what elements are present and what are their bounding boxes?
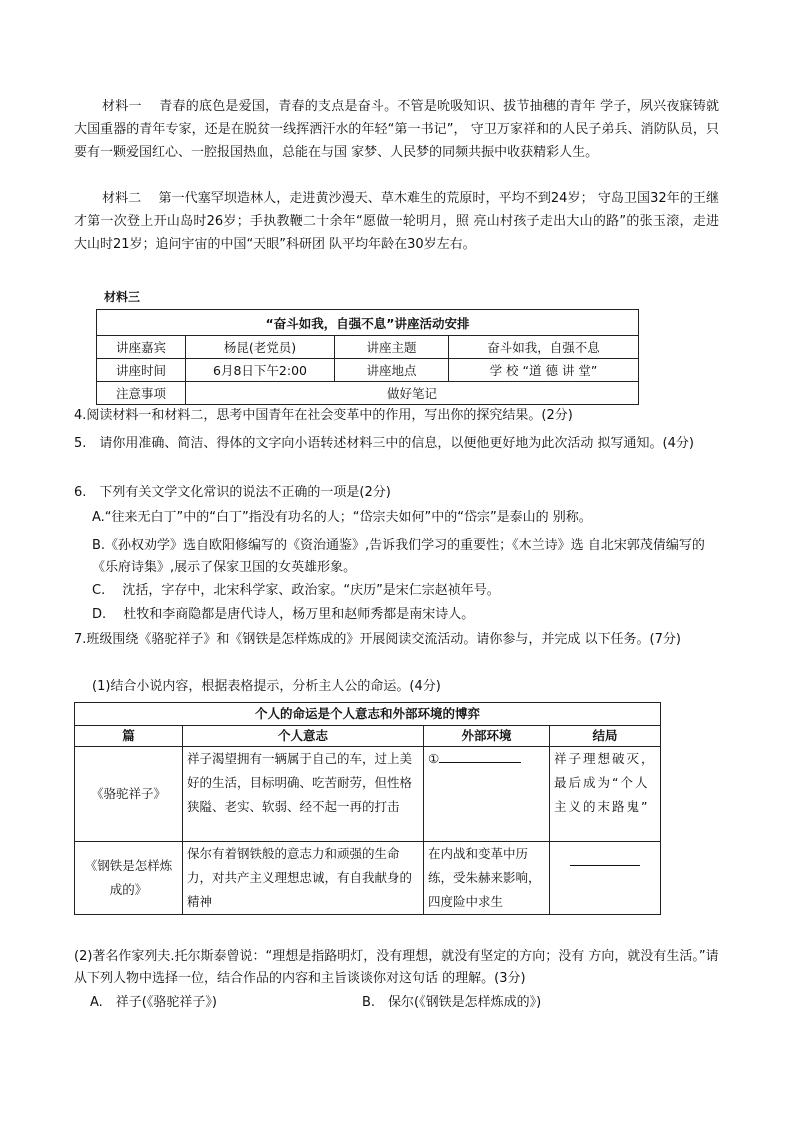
header-cell: 篇 [75, 726, 183, 747]
table-cell: 讲座主题 [335, 336, 449, 359]
table-cell: 杨昆(老党员) [186, 336, 335, 359]
fate-analysis-table [74, 702, 661, 915]
lecture-schedule-table [96, 309, 639, 405]
header-cell: 外部环境 [424, 726, 550, 747]
fate-table-caption: 个人的命运是个人意志和外部环境的博弈 [75, 703, 661, 726]
ending-cell: 祥子理想破灭，最后成为“个人主义的末路鬼” [550, 747, 661, 842]
table-cell: 讲座时间 [97, 359, 186, 382]
q7-2-option-a: A. 祥子(《骆驼祥子》) [90, 995, 217, 1010]
question-7-2: (2)著名作家列夫.托尔斯泰曾说：“理想是指路明灯，没有理想，就没有坚定的方向；没有 方向，就没有生活。”请从下列人物中选择一位，结合作品的内容和主旨谈谈你对这句话 的理解。(3分) [74, 949, 719, 986]
ending-cell [550, 842, 661, 915]
question-7-1: (1)结合小说内容，根据表格提示，分析主人公的命运。(4分) [92, 679, 441, 694]
table-cell: 做好笔记 [186, 382, 639, 405]
table-cell: 讲座地点 [335, 359, 449, 382]
book-title-cell: 《钢铁是怎样炼成的》 [75, 842, 183, 915]
material-2: 材料二 第一代塞罕坝造林人，走进黄沙漫天、草木难生的荒原时，平均不到24岁； 守岛卫国32年的王继才第一次登上开山岛时26岁；手执教鞭二十余年“愿做一轮明月，照 亮山村孩子走出大山的路”的张玉滚，走进大山时21岁；追问宇宙的中国“天眼”科研团 队平均年龄在30岁左右。 [74, 191, 719, 252]
q7-2-option-b: B. 保尔(《钢铁是怎样炼成的》) [362, 995, 542, 1010]
will-cell: 祥子渴望拥有一辆属于自己的车，过上美好的生活，目标明确、吃苦耐劳，但性格狭隘、老实、软弱、经不起一再的打击 [183, 747, 424, 842]
table-cell: 讲座嘉宾 [97, 336, 186, 359]
q6-option-d: D. 杜牧和李商隐都是唐代诗人，杨万里和赵师秀都是南宋诗人。 [92, 607, 475, 622]
table-cell: 学 校 “道 德 讲 堂” [449, 359, 639, 382]
table-cell: 6月8日下午2:00 [186, 359, 335, 382]
table-cell: 注意事项 [97, 382, 186, 405]
question-5: 5. 请你用准确、简洁、得体的文字向小语转述材料三中的信息，以便他更好地为此次活动 拟写通知。(4分) [74, 436, 694, 451]
q6-option-a: A.“往来无白丁”中的“白丁”指没有功名的人；“岱宗夫如何”中的“岱宗”是泰山的 别称。 [92, 510, 592, 525]
blank-marker: ① [428, 751, 440, 766]
header-cell: 结局 [550, 726, 661, 747]
question-4: 4.阅读材料一和材料二，思考中国青年在社会变革中的作用，写出你的探究结果。(2分) [74, 408, 573, 423]
table-cell: 奋斗如我，自强不息 [449, 336, 639, 359]
answer-blank[interactable] [570, 851, 640, 866]
material-3-label: 材料三 [104, 290, 141, 304]
answer-blank[interactable] [439, 748, 521, 763]
lecture-table-caption: “奋斗如我，自强不息”讲座活动安排 [97, 310, 639, 336]
environment-cell: 在内战和变革中历练，受朱赫来影响，四度险中求生 [424, 842, 550, 915]
will-cell: 保尔有着钢铁般的意志力和顽强的生命力，对共产主义理想忠诚，有自我献身的精神 [183, 842, 424, 915]
question-7: 7.班级围绕《骆驼祥子》和《钢铁是怎样炼成的》开展阅读交流活动。请你参与，并完成 以下任务。(7分) [74, 632, 681, 647]
header-cell: 个人意志 [183, 726, 424, 747]
book-title-cell: 《骆驼祥子》 [75, 747, 183, 842]
question-6: 6. 下列有关文学文化常识的说法不正确的一项是(2分) [74, 485, 391, 500]
environment-cell [424, 747, 550, 842]
material-1: 材料一 青春的底色是爱国，青春的支点是奋斗。不管是吮吸知识、拔节抽穗的青年 学子，夙兴夜寐铸就大国重器的青年专家，还是在脱贫一线挥洒汗水的年轻“第一书记”， 守卫万家祥和的人民子弟兵、消防队员，只要有一颗爱国红心、一腔报国热血，总能在与国 家梦、人民梦的同频共振中收获精彩人生。 [74, 99, 719, 160]
q6-option-c: C. 沈括，字存中，北宋科学家、政治家。“庆历”是宋仁宗赵祯年号。 [92, 583, 500, 598]
q6-option-b: B.《孙权劝学》选自欧阳修编写的《资治通鉴》,告诉我们学习的重要性；《木兰诗》选 自北宋郭茂倩编写的《乐府诗集》,展示了保家卫国的女英雄形象。 [92, 538, 705, 575]
